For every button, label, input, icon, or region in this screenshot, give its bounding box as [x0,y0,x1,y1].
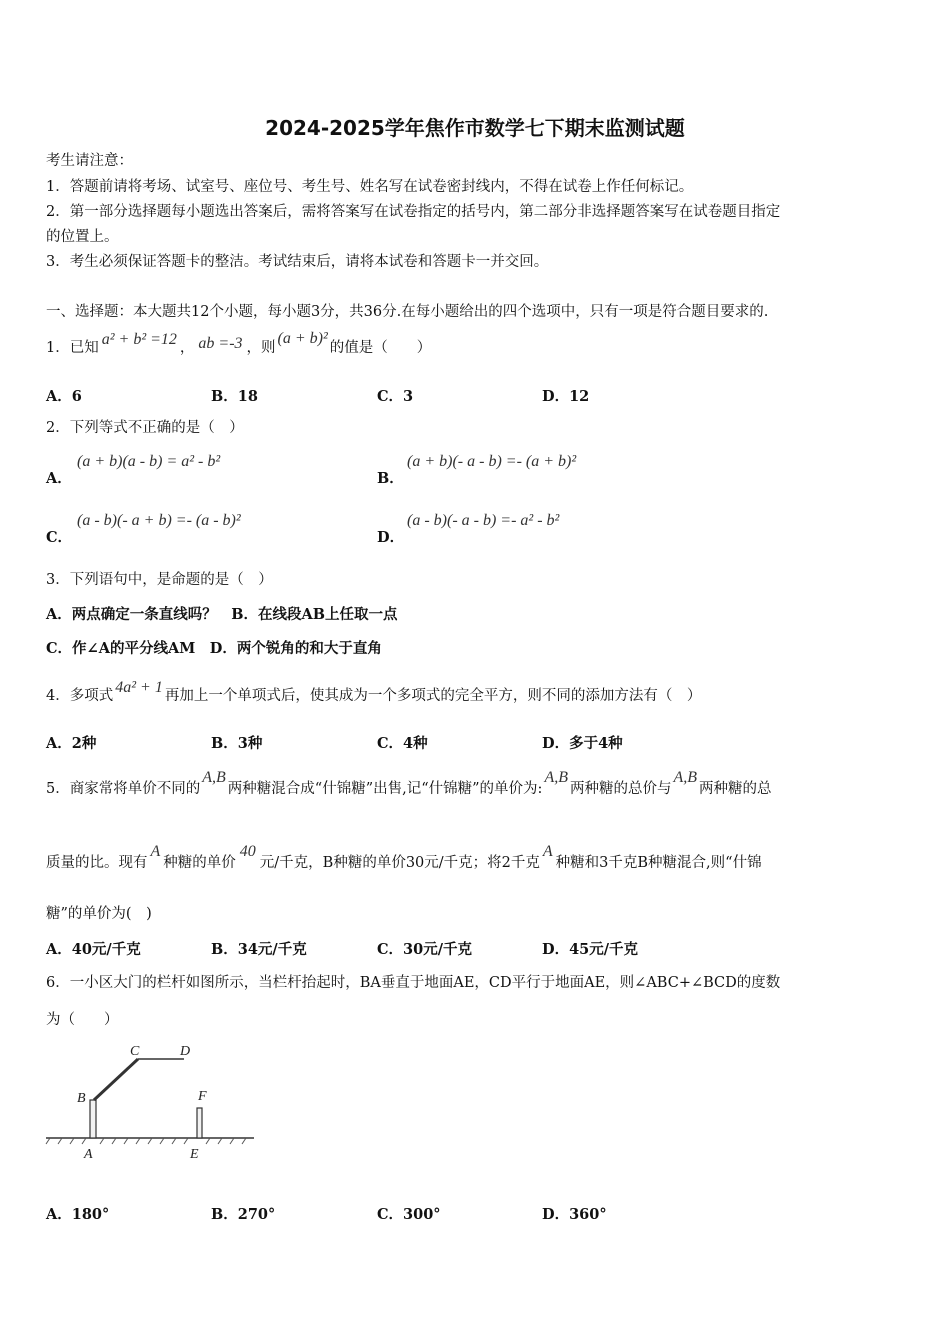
label-d: D [180,1044,191,1059]
q2-option-b-expr: (a + b)(- a - b) =- (a + b)² [407,453,577,470]
question-1 [46,330,432,358]
post-ab [90,1100,96,1138]
question-5-line-3: 糖”的单价为( ) [46,906,152,922]
q4-num: 4．多项式 [46,688,114,704]
q4-tail: 再加上一个单项式后，使其成为一个多项式的完全平方，则不同的添加方法有（ ） [164,688,702,704]
notice-item: 的位置上。 [46,229,119,245]
q3-options-row-1: A．两点确定一条直线吗？ B．在线段AB上任取一点 [46,606,398,623]
notice-item: 1．答题前请将考场、试室号、座位号、考生号、姓名写在试卷密封线内，不得在试卷上作任何标记。 [46,179,694,195]
q2-option-c-label: C． [46,529,73,546]
q5-text-5: 种糖的单价 [163,855,236,871]
q5-math-2: A,B [544,769,568,786]
ground-hatching [46,1138,246,1144]
q4-option-b: B．3种 [211,735,263,752]
q5-text-1: 两种糖混合成“什锦糖”出售,记“什锦糖”的单价为: [227,781,543,797]
q5-option-d: D．45元/千克 [542,941,639,958]
page-title: 2024-2025学年焦作市数学七下期末监测试题 [265,116,685,140]
q4-option-d: D．多于4种 [542,735,623,752]
q6-option-b: B．270° [211,1206,276,1223]
section-heading: 一、选择题：本大题共12个小题，每小题3分，共36分.在每小题给出的四个选项中，只有一项是符合题目要求的. [46,304,769,320]
q1-num: 1．已知 [46,340,99,356]
gate-figure [42,1040,262,1165]
question-5-line-1 [46,769,772,799]
question-2: 2．下列等式不正确的是（ ） [46,420,244,436]
q1-math-3: (a + b)² [277,330,328,347]
q5-text-4: 质量的比。现有 [46,855,148,871]
q5-text-2: 两种糖的总价与 [569,781,672,797]
q5-option-a: A．40元/千克 [46,941,141,958]
q5-math-4: A [150,843,161,860]
q3-options-row-2: C．作∠A的平分线AM D．两个锐角的和大于直角 [46,640,382,657]
q5-math-3: A,B [673,769,698,786]
question-3: 3．下列语句中，是命题的是（ ） [46,572,273,588]
q2-option-d-expr: (a - b)(- a - b) =- a² - b² [407,512,560,529]
question-4 [46,679,702,706]
q5-math-6: A [542,843,553,860]
q1-option-a: A．6 [46,388,82,405]
q4-math: 4a² + 1 [115,679,163,696]
q1-then: ，则 [246,340,276,356]
q1-comma: ， [179,340,195,356]
q1-option-b: B．18 [211,388,258,405]
question-5-line-2 [46,843,762,873]
q1-option-d: D．12 [542,388,590,405]
q5-text-6: 元/千克，B种糖的单价30元/千克；将2千克 [259,855,540,871]
q6-option-d: D．360° [542,1206,607,1223]
q1-tail: 的值是（ ） [329,340,432,356]
q2-option-a-expr: (a + b)(a - b) = a² - b² [77,453,221,470]
q5-option-c: C．30元/千克 [377,941,473,958]
notice-item: 2．第一部分选择题每小题选出答案后，需将答案写在试卷指定的括号内，第二部分非选择题答案写在试卷题目指定 [46,204,781,220]
label-a: A [84,1147,93,1162]
q5-math-1: A,B [202,769,226,786]
q2-option-c-expr: (a - b)(- a + b) =- (a - b)² [77,512,241,529]
label-f: F [198,1089,207,1104]
label-e: E [190,1147,199,1162]
q1-math-2: ab =-3 [198,335,243,352]
notice-item: 3．考生必须保证答题卡的整洁。考试结束后，请将本试卷和答题卡一并交回。 [46,254,549,270]
q5-num: 5．商家常将单价不同的 [46,781,201,797]
label-b: B [77,1091,86,1106]
q5-text-7: 种糖和3千克B种糖混合,则“什锦 [555,855,762,871]
q4-option-a: A．2种 [46,735,97,752]
q4-option-c: C．4种 [377,735,428,752]
q2-option-d-label: D． [377,529,405,546]
label-c: C [130,1044,140,1059]
bar-bc [94,1059,138,1100]
notice-heading: 考生请注意： [46,153,133,169]
q1-option-c: C．3 [377,388,414,405]
post-ef [197,1108,202,1138]
q1-math-1: a² + b² =12 [101,331,177,348]
question-6-line-2: 为（ ） [46,1012,119,1028]
q5-math-5: 40 [239,843,256,860]
q2-option-a-label: A． [46,470,72,487]
q2-option-b-label: B． [377,470,404,487]
q5-text-3: 两种糖的总 [699,781,772,797]
q6-option-c: C．300° [377,1206,441,1223]
q6-option-a: A．180° [46,1206,110,1223]
q5-option-b: B．34元/千克 [211,941,307,958]
question-6-line-1: 6．一小区大门的栏杆如图所示，当栏杆抬起时，BA垂直于地面AE，CD平行于地面AE，则∠ABC+∠BCD的度数 [46,975,781,991]
